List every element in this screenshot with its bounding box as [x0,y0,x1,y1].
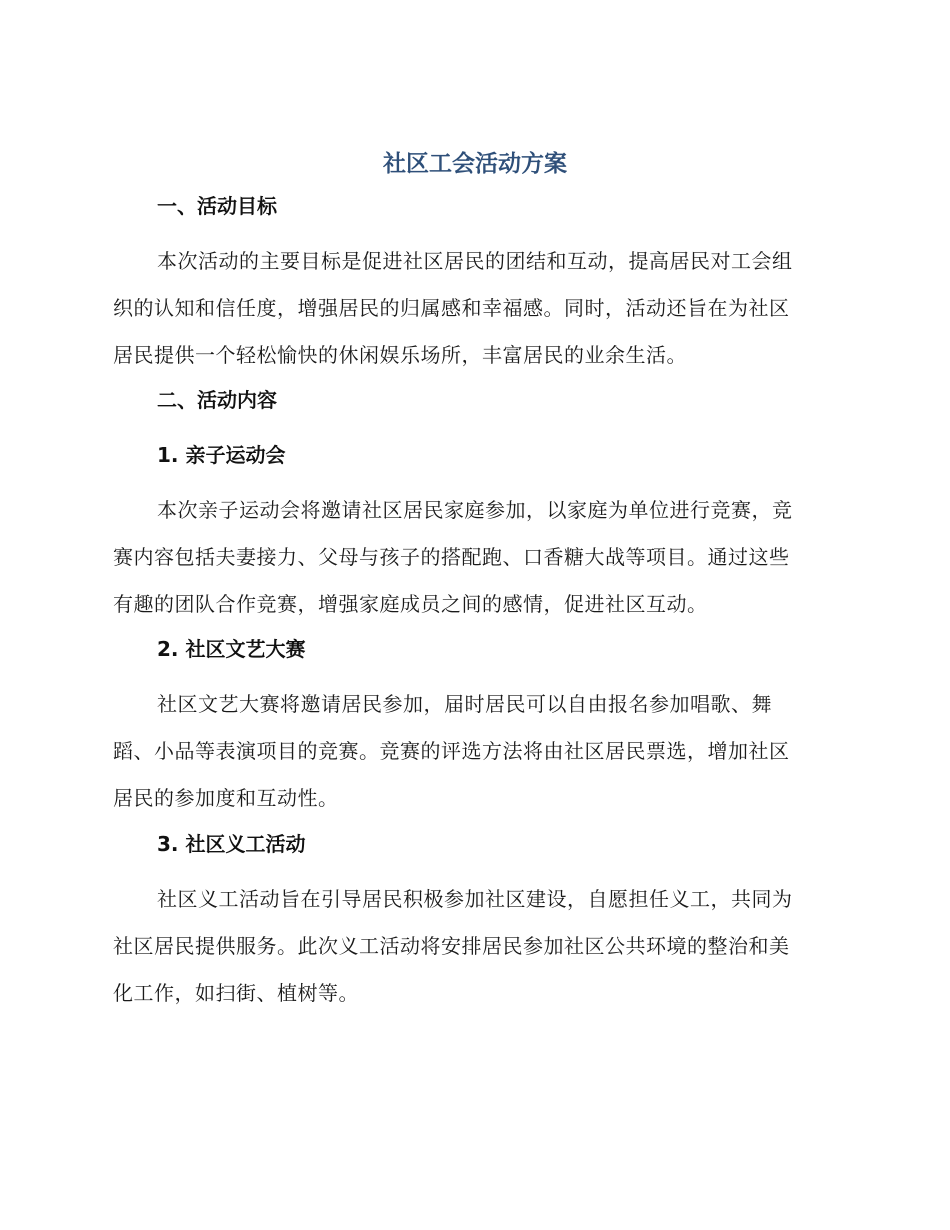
paragraph-line: 蹈、小品等表演项目的竞赛。竞赛的评选方法将由社区居民票选，增加社区 [113,739,790,763]
paragraph-line: 化工作，如扫街、植树等。 [113,981,359,1005]
paragraph-line: 有趣的团队合作竞赛，增强家庭成员之间的感情，促进社区互动。 [113,592,708,616]
subsection-heading-volunteer: 3. 社区义工活动 [157,832,306,856]
paragraph-line: 居民提供一个轻松愉快的休闲娱乐场所，丰富居民的业余生活。 [113,343,687,367]
paragraph-line: 赛内容包括夫妻接力、父母与孩子的搭配跑、口香糖大战等项目。通过这些 [113,545,790,569]
paragraph-volunteer [113,876,833,1017]
paragraph-goals [113,238,833,379]
paragraph-line: 社区义工活动旨在引导居民积极参加社区建设，自愿担任义工，共同为 [157,887,793,911]
document-title: 社区工会活动方案 [383,151,567,177]
section-heading-content: 二、活动内容 [157,388,277,412]
paragraph-line: 社区居民提供服务。此次义工活动将安排居民参加社区公共环境的整治和美 [113,934,790,958]
paragraph-line: 社区文艺大赛将邀请居民参加，届时居民可以自由报名参加唱歌、舞 [157,692,772,716]
paragraph-line: 织的认知和信任度，增强居民的归属感和幸福感。同时，活动还旨在为社区 [113,296,790,320]
subsection-heading-sports: 1. 亲子运动会 [157,443,286,467]
paragraph-sports [113,487,833,628]
paragraph-arts [113,681,833,822]
section-heading-goals: 一、活动目标 [157,194,277,218]
paragraph-line: 本次亲子运动会将邀请社区居民家庭参加，以家庭为单位进行竞赛，竞 [157,498,793,522]
subsection-heading-arts: 2. 社区文艺大赛 [157,637,306,661]
paragraph-line: 本次活动的主要目标是促进社区居民的团结和互动，提高居民对工会组 [157,249,793,273]
paragraph-line: 居民的参加度和互动性。 [113,786,339,810]
